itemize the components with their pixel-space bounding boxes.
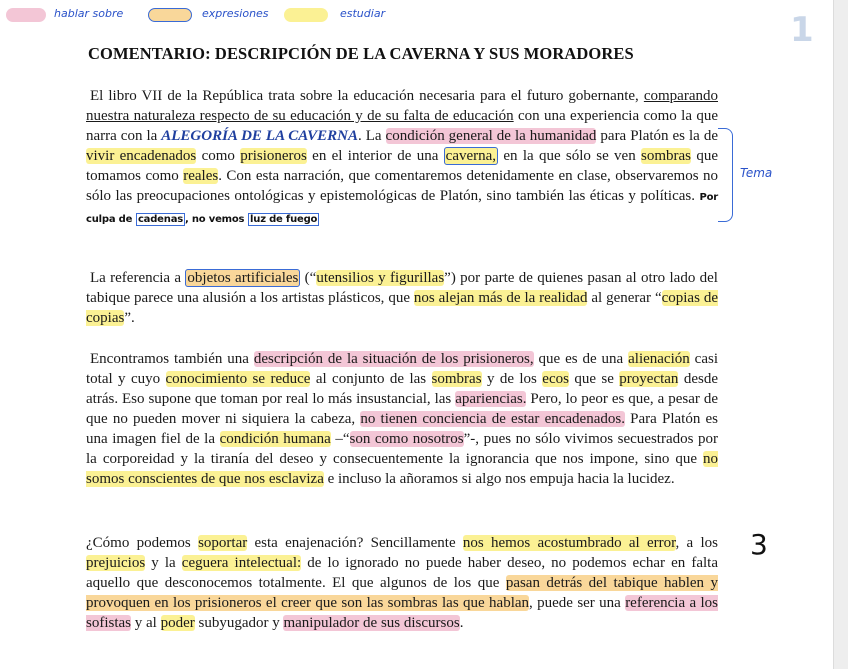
- highlight-yellow: proyectan: [619, 371, 679, 387]
- text-run: (“: [300, 270, 317, 286]
- highlight-yellow: reales: [183, 168, 219, 184]
- highlight-yellow: prisioneros: [240, 148, 307, 164]
- legend-label-hablar: hablar sobre: [54, 7, 124, 20]
- highlight-yellow: sombras: [641, 148, 692, 164]
- legend-label-expresiones: expresiones: [202, 7, 269, 20]
- text-run: con una experiencia como la que narra con la: [86, 108, 718, 144]
- highlight-pink: manipulador de sus discursos: [283, 615, 460, 631]
- text-run: ¿Cómo podemos: [86, 535, 199, 551]
- text-run: esta enajenación? Sencillamente: [247, 535, 463, 551]
- highlight-pink: apariencias.: [455, 391, 527, 407]
- legend-swatch-pink: [6, 8, 46, 22]
- paragraph-2: [86, 268, 718, 328]
- alegoria-title: ALEGORÍA DE LA CAVERNA: [161, 128, 358, 144]
- handwritten-note-boxed: luz de fuego: [250, 214, 318, 225]
- text-run: . La: [358, 128, 386, 144]
- text-run: La referencia a: [90, 270, 186, 286]
- highlight-yellow: vivir encadenados: [86, 148, 197, 164]
- text-run: de lo ignorado no puede haber deseo, no podemos echar en falta aquello que desconocemos totalmente. El que algunos de los que: [86, 555, 719, 591]
- text-run: al generar “: [587, 290, 662, 306]
- tema-annotation: Tema: [740, 166, 773, 180]
- highlight-orange: pasan detrás del tabique hablen y provoquen en los prisioneros el creer que son las sombras las que hablan: [86, 575, 718, 611]
- highlight-yellow: conocimiento se reduce: [165, 371, 311, 387]
- highlight-yellow: alienación: [628, 351, 690, 367]
- text-run: en la que sólo se ven: [498, 148, 642, 164]
- text-run: Pero, lo peor es que, a pesar de que no pueden mover ni siquiera la cabeza,: [86, 391, 719, 427]
- paragraph-3: [86, 349, 718, 489]
- highlight-yellow: condición humana: [219, 431, 331, 447]
- highlight-yellow: ecos: [542, 371, 569, 387]
- handwritten-note-boxed: cadenas: [137, 214, 183, 225]
- handwritten-note: Por culpa de: [86, 192, 718, 225]
- highlight-yellow: prejuicios: [86, 555, 146, 571]
- highlight-pink: son como nosotros: [349, 431, 464, 447]
- text-run-underlined: comparando nuestra naturaleza respecto de su educación y de su falta de educación: [86, 88, 718, 124]
- paragraph-4: [86, 533, 718, 633]
- text-run: para Platón es la de: [596, 128, 718, 144]
- highlight-yellow: sombras: [431, 371, 482, 387]
- legend-label-estudiar: estudiar: [340, 7, 386, 20]
- text-run: y la: [145, 555, 182, 571]
- highlight-pink: descripción de la situación de los prisioneros,: [253, 351, 534, 367]
- text-run: , puede ser una: [529, 595, 626, 611]
- highlight-yellow: soportar: [198, 535, 248, 551]
- text-run: –“: [330, 431, 350, 447]
- text-run: y al: [131, 615, 161, 631]
- highlight-pink: no tienen conciencia de estar encadenados.: [360, 411, 625, 427]
- legend-swatch-yellow: [284, 8, 328, 22]
- text-run: .: [459, 615, 464, 631]
- text-run: ”) por parte de quienes pasan al otro lado del tabique parece una alusión a los artistas plásticos, que: [86, 270, 718, 306]
- highlight-yellow: poder: [160, 615, 195, 631]
- highlight-yellow: no somos conscientes de que nos esclaviza: [86, 451, 718, 487]
- text-run: El libro VII de la República trata sobre la educación necesaria para el futuro gobernante,: [90, 88, 644, 104]
- paragraph-1: [86, 86, 718, 230]
- text-run: . Con esta narración, que comentaremos detenidamente en clase, observaremos no sólo las preocupaciones ontológicas y epistemológicas de Platón, sino también las éticas y políticas.: [86, 168, 718, 204]
- text-run: Encontramos también una: [90, 351, 254, 367]
- margin-number: 3: [750, 528, 768, 561]
- text-run: ”-, pues no sólo vivimos secuestrados por la corporeidad y la tiranía del deseo y consecuentemente la ignorancia que nos impone, sino que: [86, 431, 719, 467]
- highlight-yellow: nos alejan más de la realidad: [413, 290, 588, 306]
- text-run: e incluso la añoramos si algo nos empuja hacia la lucidez.: [323, 471, 675, 487]
- text-run: , a los: [675, 535, 718, 551]
- highlight-yellow: nos hemos acostumbrado al error: [462, 535, 676, 551]
- tema-brace: [718, 128, 733, 222]
- text-run: que es de una: [533, 351, 629, 367]
- highlight-pink: condición general de la humanidad: [385, 128, 597, 144]
- highlight-yellow: copias de copias: [86, 290, 718, 326]
- text-run: casi total y cuyo: [86, 351, 718, 387]
- text-run: y de los: [481, 371, 543, 387]
- legend-swatch-orange: [148, 8, 192, 22]
- text-run: desde atrás. Eso supone que toman por real lo más insustancial, las: [86, 371, 718, 407]
- text-run: Para Platón es una imagen fiel de la: [86, 411, 719, 447]
- highlight-boxed: objetos artificiales: [187, 270, 299, 286]
- text-run: como: [196, 148, 241, 164]
- handwritten-note: , no vemos: [185, 214, 245, 225]
- text-run: ”.: [124, 310, 135, 326]
- text-run: subyugador y: [194, 615, 284, 631]
- text-run: en el interior de una: [306, 148, 444, 164]
- page-number-handwritten: 1: [790, 10, 814, 50]
- text-run: al conjunto de las: [310, 371, 432, 387]
- text-run: que tomamos como: [86, 148, 718, 184]
- highlight-pink: referencia a los sofistas: [86, 595, 719, 631]
- text-run: que se: [568, 371, 620, 387]
- highlight-yellow: utensilios y figurillas: [316, 270, 445, 286]
- document-title: COMENTARIO: DESCRIPCIÓN DE LA CAVERNA Y SUS MORADORES: [88, 44, 634, 63]
- vertical-scrollbar[interactable]: [833, 0, 848, 669]
- highlight-boxed: caverna,: [445, 148, 497, 164]
- highlight-yellow: ceguera intelectual:: [181, 555, 302, 571]
